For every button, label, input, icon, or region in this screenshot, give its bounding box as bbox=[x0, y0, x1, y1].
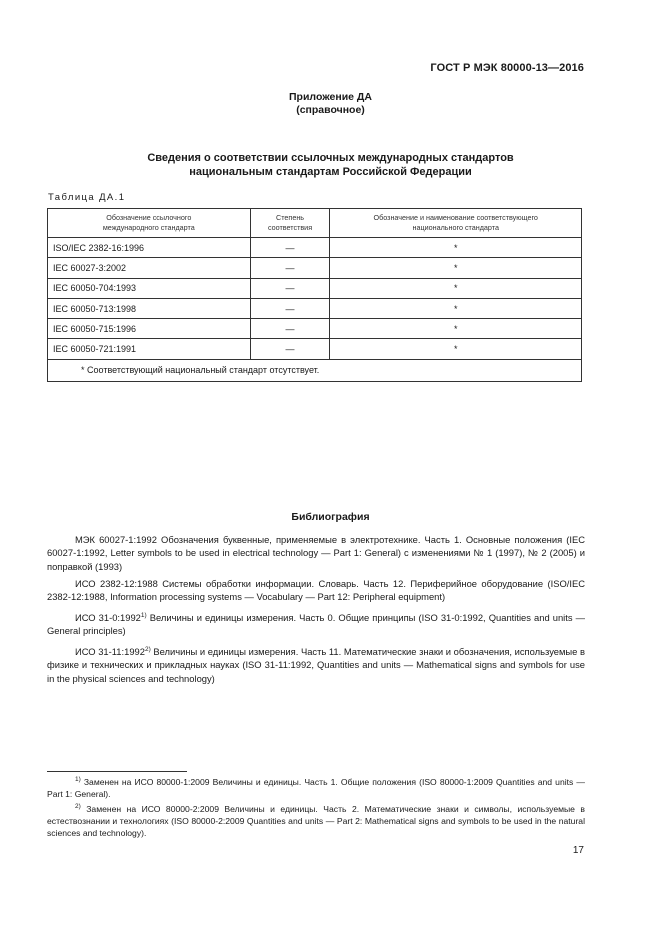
footnote-mark: 2) bbox=[144, 645, 151, 653]
cell-degree: — bbox=[250, 258, 330, 278]
appendix-subtitle: (справочное) bbox=[296, 104, 365, 116]
bibliography-title: Библиография bbox=[291, 511, 370, 523]
cell-degree: — bbox=[250, 319, 330, 339]
bibliography-entry: МЭК 60027-1:1992 Обозначения буквенные, применяемые в электротехнике. Часть 1. Основные положения (IEC 60027-1:1992, Letter symbols to be used in electrical technology — Part 1: General) с изменениями № 1 (1997), № 2 (2005) и поправкой (1993) bbox=[47, 534, 585, 572]
cell-national: * bbox=[330, 258, 582, 278]
footnote-mark: 1) bbox=[140, 611, 147, 619]
footnote: $^{2)}$ Заменен на ИСО 80000-2:2009 Величины и единицы. Часть 2. Математические знаки и символы, используемые в естествознании и технологиях (ISO 80000-2:2009 Quantities and units — Part 2: Mathematical signs and symbols to be used in the natural sciences and technology). bbox=[47, 803, 585, 838]
table-row bbox=[48, 298, 582, 318]
cell-code: IEC 60050-704:1993 bbox=[48, 278, 251, 298]
header-national-standard: Обозначение и наименование соответствующего национального стандарта bbox=[330, 209, 582, 238]
table-footnote-row bbox=[48, 359, 582, 381]
cell-degree: — bbox=[250, 238, 330, 258]
footnote: $^{1)}$ Заменен на ИСО 80000-1:2009 Величины и единицы. Часть 1. Общие положения (ISO 80000-1:2009 Quantities and units — Part 1: General). bbox=[47, 776, 585, 799]
cell-national: * bbox=[330, 278, 582, 298]
cell-national: * bbox=[330, 319, 582, 339]
cell-degree: — bbox=[250, 278, 330, 298]
page-number: 17 bbox=[572, 845, 584, 856]
cell-code: IEC 60027-3:2002 bbox=[48, 258, 251, 278]
cell-code: IEC 60050-713:1998 bbox=[48, 298, 251, 318]
table-caption: Таблица ДА.1 bbox=[48, 192, 126, 203]
cell-code: IEC 60050-715:1996 bbox=[48, 319, 251, 339]
table-row bbox=[48, 258, 582, 278]
bibliography-entry: ИСО 2382-12:1988 Системы обработки информации. Словарь. Часть 12. Периферийное оборудование (ISO/IEC 2382-12:1988, Information processing systems — Vocabulary — Part 12: Peripheral equipment) bbox=[47, 578, 585, 603]
cell-degree: — bbox=[250, 339, 330, 359]
bibliography-entry: ИСО 31-0:1992$^{1)}$ Величины и единицы измерения. Часть 0. Общие принципы (ISO 31-0:1992, Quantities and units — General principles) bbox=[47, 611, 585, 637]
header-international-standard: Обозначение ссылочного международного стандарта bbox=[48, 209, 251, 238]
table-row bbox=[48, 319, 582, 339]
bibliography-entry: ИСО 31-11:1992$^{2)}$ Величины и единицы измерения. Часть 11. Математические знаки и обозначения, используемые в физике и технических и прикладных науках (ISO 31-11:1992, Quantities and units — Mathematical signs and symbols for use in the physical sciences and technology) bbox=[47, 645, 585, 684]
table-heading-line-2: национальным стандартам Российской Федерации bbox=[189, 166, 472, 178]
cell-degree: — bbox=[250, 298, 330, 318]
cell-code: IEC 60050-721:1991 bbox=[48, 339, 251, 359]
appendix-title: Приложение ДА bbox=[289, 91, 372, 103]
cell-code: ISO/IEC 2382-16:1996 bbox=[48, 238, 251, 258]
document-code: ГОСТ Р МЭК 80000-13—2016 bbox=[430, 62, 584, 74]
table-row bbox=[48, 339, 582, 359]
table-row bbox=[48, 278, 582, 298]
table-header-row bbox=[48, 209, 582, 238]
header-degree: Степень соответствия bbox=[250, 209, 330, 238]
table-heading-line-1: Сведения о соответствии ссылочных международных стандартов bbox=[147, 152, 514, 164]
table-row bbox=[48, 238, 582, 258]
footnote-separator bbox=[47, 771, 187, 772]
correspondence-table bbox=[47, 208, 582, 382]
cell-national: * bbox=[330, 339, 582, 359]
cell-national: * bbox=[330, 238, 582, 258]
cell-national: * bbox=[330, 298, 582, 318]
table-footnote: * Соответствующий национальный стандарт отсутствует. bbox=[48, 359, 582, 381]
